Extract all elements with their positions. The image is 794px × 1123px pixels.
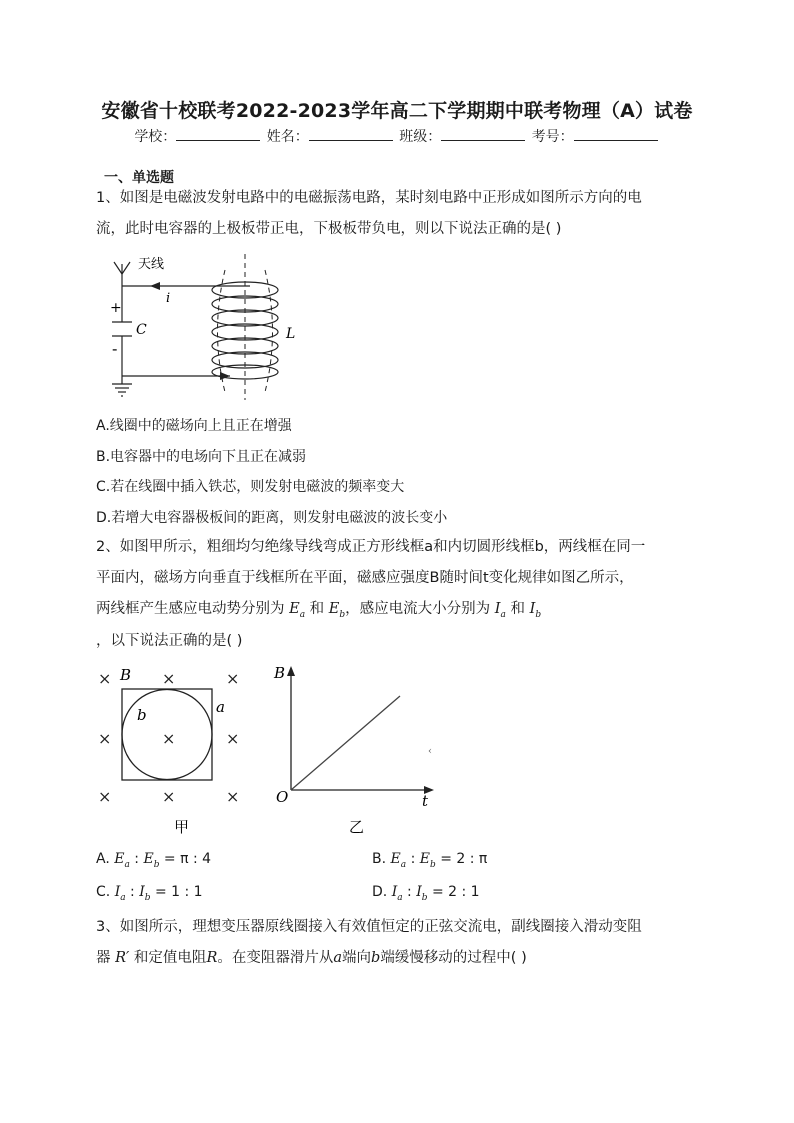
plus-sign: + (110, 300, 122, 316)
number-label: 考号： (531, 129, 574, 145)
field-cross-icon: × (98, 729, 112, 748)
q2-figure-jia (92, 660, 252, 840)
q2-option-b[interactable]: B. $E_a$ : $E_b = 2$ : π (372, 851, 488, 870)
q1-stem-line1: 1、如图是电磁波发射电路中的电磁振荡电路，某时刻电路中正形成如图所示方向的电 (96, 190, 642, 206)
field-label: B (120, 666, 132, 684)
name-label: 姓名： (266, 129, 309, 145)
field-cross-icon: × (162, 729, 176, 748)
q1-stem-line2: 流，此时电容器的上极板带正电，下极板带负电，则以下说法正确的是( ) (96, 221, 562, 237)
current-label: i (166, 291, 171, 306)
student-info-row (0, 126, 794, 146)
class-blank[interactable] (441, 128, 525, 141)
school-blank[interactable] (176, 128, 260, 141)
caption-yi: 乙 (349, 818, 365, 836)
q1-option-c[interactable]: C.若在线圈中插入铁芯，则发射电磁波的频率变大 (96, 479, 405, 495)
origin-label: O (276, 788, 289, 806)
axis-x-label: t (422, 792, 429, 810)
page-title: 安徽省十校联考2022-2023学年高二下学期期中联考物理（A）试卷 (101, 100, 693, 122)
stray-mark: ‹ (428, 746, 432, 757)
q3-stem-line2: 器 R′ 和定值电阻R。在变阻器滑片从a端向b端缓慢移动的过程中( ) (96, 950, 527, 966)
q2-option-d[interactable]: D. $I_a$ : $I_b = 2$ : 1 (372, 884, 480, 903)
caption-jia: 甲 (174, 818, 190, 836)
antenna-icon (114, 262, 130, 286)
capacitor-label: C (136, 322, 147, 338)
square-label: a (216, 698, 225, 716)
class-label: 班级： (399, 129, 442, 145)
circle-label: b (137, 706, 147, 724)
field-cross-icon: × (226, 787, 240, 806)
q2-stem-line4: ，以下说法正确的是( ) (96, 633, 243, 649)
number-blank[interactable] (574, 128, 658, 141)
q3-stem-line1: 3、如图所示，理想变压器原线圈接入有效值恒定的正弦交流电，副线圈接入滑动变阻 (96, 919, 642, 935)
current-arrow-icon (220, 372, 230, 380)
q1-option-d[interactable]: D.若增大电容器极板间的距离，则发射电磁波的波长变小 (96, 510, 448, 526)
field-cross-icon: × (98, 787, 112, 806)
field-cross-icon: × (226, 669, 240, 688)
section-heading: 一、单选题 (104, 170, 174, 186)
field-cross-icon: × (162, 787, 176, 806)
antenna-label: 天线 (138, 257, 165, 272)
ground-icon (112, 380, 132, 396)
q2-figure-yi (268, 660, 448, 840)
q2-option-a[interactable]: A. $E_a$ : $E_b = \pi$ : 4 (96, 851, 212, 870)
b-t-line (291, 696, 400, 790)
field-cross-icon: × (162, 669, 176, 688)
school-label: 学校： (134, 129, 177, 145)
axis-y-label: B (274, 664, 286, 682)
inductor-label: L (286, 326, 296, 342)
q2-stem-line1: 2、如图甲所示，粗细均匀绝缘导线弯成正方形线框a和内切圆形线框b，两线框在同一 (96, 539, 646, 555)
y-axis-arrow-icon (287, 666, 295, 676)
name-blank[interactable] (309, 128, 393, 141)
q2-stem-line3: 两线框产生感应电动势分别为 $E_a$ 和 $E_b$，感应电流大小分别为 $I_a$ 和 $I_b$ (96, 601, 542, 620)
current-arrow-icon (150, 282, 160, 290)
q1-option-a[interactable]: A.线圈中的磁场向上且正在增强 (96, 418, 292, 434)
q2-option-c[interactable]: C. $I_a$ : $I_b = 1$ : 1 (96, 884, 203, 903)
minus-sign: - (112, 339, 118, 358)
q1-circuit-figure (100, 252, 300, 402)
field-cross-icon: × (226, 729, 240, 748)
q1-option-b[interactable]: B.电容器中的电场向下且正在减弱 (96, 449, 307, 465)
field-cross-icon: × (98, 669, 112, 688)
q2-stem-line2: 平面内，磁场方向垂直于线框所在平面，磁感应强度B随时间t变化规律如图乙所示， (96, 570, 634, 586)
